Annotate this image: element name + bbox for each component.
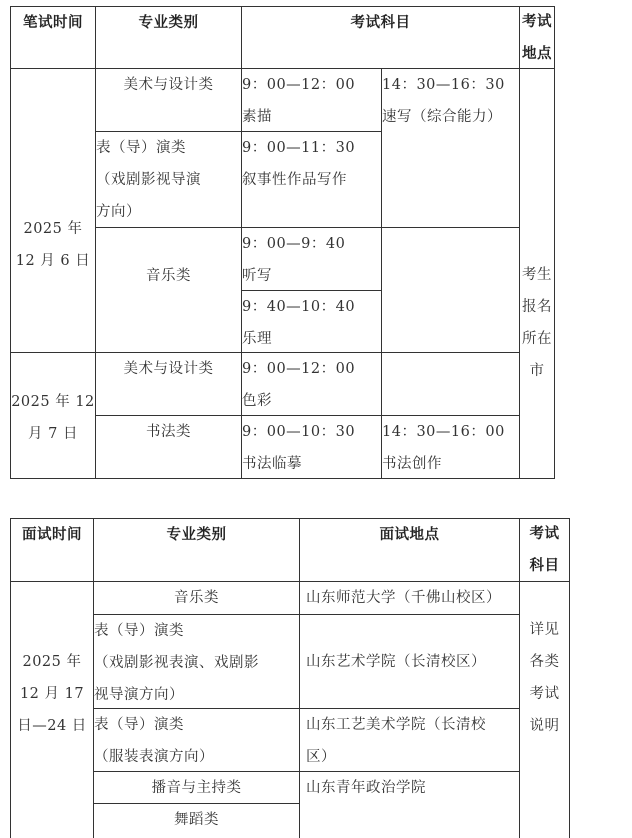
location-sdada xyxy=(300,709,519,771)
location-label: 山东艺术学院（长清校区） xyxy=(306,653,486,670)
major-label: 表（导）演类 xyxy=(96,140,186,156)
subject-name: 听写 xyxy=(242,268,272,284)
date-line: 2025 年 xyxy=(23,221,83,237)
subject-time: 9：00—9：40 xyxy=(242,236,346,252)
subject-line: 各类 xyxy=(529,654,560,670)
header-label: 面试时间 xyxy=(22,526,82,543)
major-label: 美术与设计类 xyxy=(123,77,214,93)
header-label: 地点 xyxy=(522,44,552,62)
date-line: 2025 年 12 xyxy=(11,394,95,410)
location-label: 区） xyxy=(306,749,336,765)
subject-time: 9：00—12：00 xyxy=(242,77,356,93)
major-label: 美术与设计类 xyxy=(123,361,214,377)
location-line: 市 xyxy=(529,363,545,379)
header-label: 笔试时间 xyxy=(23,14,83,31)
header-label: 考试 xyxy=(529,525,560,542)
major-calligraphy xyxy=(96,416,241,478)
major-label: （戏剧影视导演 xyxy=(96,172,201,188)
subject-name: 速写（综合能力） xyxy=(382,109,502,125)
header-label: 面试地点 xyxy=(379,526,440,543)
major-label: （服装表演方向） xyxy=(94,749,214,765)
location-line: 所在 xyxy=(522,331,552,347)
table-border xyxy=(554,6,555,479)
date-line: 2025 年 xyxy=(22,654,82,670)
major-music xyxy=(96,228,241,324)
date-line: 12 月 6 日 xyxy=(15,253,91,269)
subject-quick-sketch xyxy=(382,69,519,131)
location-sdyu xyxy=(300,772,519,838)
major-label: 音乐类 xyxy=(174,590,219,606)
table-border xyxy=(569,518,570,838)
subject-narrative xyxy=(242,132,381,227)
header-label: 专业类别 xyxy=(166,526,227,543)
location-line: 考生 xyxy=(522,267,552,283)
major-label: 播音与主持类 xyxy=(151,779,242,796)
subject-line: 考试 xyxy=(529,686,560,702)
date-line: 12 月 17 xyxy=(19,686,85,702)
subject-name: 书法临摹 xyxy=(242,456,302,472)
date-dec-6 xyxy=(11,213,95,277)
major-music xyxy=(94,582,299,614)
major-label: 书法类 xyxy=(146,424,191,440)
subject-time: 9：00—12：00 xyxy=(242,361,356,377)
header-location xyxy=(520,7,554,68)
major-dance xyxy=(94,804,299,838)
table-border xyxy=(519,6,520,479)
location-label: 山东青年政治学院 xyxy=(306,780,426,796)
subject-name: 素描 xyxy=(242,109,272,125)
header-subjects xyxy=(242,7,519,68)
subject-calligraphy-creation xyxy=(382,416,519,478)
subject-dictation xyxy=(242,228,381,290)
major-label: 视导演方向） xyxy=(94,687,184,703)
subject-line: 说明 xyxy=(529,718,560,734)
subject-time: 14：30—16：30 xyxy=(382,77,505,93)
subject-name: 色彩 xyxy=(242,393,272,409)
subject-time: 9：00—11：30 xyxy=(242,140,356,156)
interview-date xyxy=(11,646,93,742)
major-art-design xyxy=(96,69,241,131)
header-interview-location xyxy=(300,519,519,581)
major-label: 表（导）演类 xyxy=(94,717,184,733)
major-acting-directing xyxy=(94,615,299,708)
location-label: 山东工艺美术学院（长清校 xyxy=(306,717,486,733)
header-label: 考试 xyxy=(522,12,552,30)
header-label: 专业类别 xyxy=(138,14,199,31)
header-major xyxy=(94,519,299,581)
subject-time: 9：40—10：40 xyxy=(242,299,356,315)
major-label: 舞蹈类 xyxy=(174,812,219,828)
subject-line: 详见 xyxy=(529,622,560,638)
subject-sketch xyxy=(242,69,381,131)
exam-location xyxy=(520,259,554,387)
header-subject xyxy=(520,519,569,581)
date-line: 日—24 日 xyxy=(17,718,87,734)
location-sda xyxy=(300,615,519,708)
major-directing xyxy=(96,132,241,227)
header-written-time xyxy=(11,7,95,68)
major-broadcasting xyxy=(94,772,299,803)
header-major xyxy=(96,7,241,68)
interview-subject-note xyxy=(520,614,569,742)
header-label: 科目 xyxy=(529,557,560,574)
major-label: 音乐类 xyxy=(146,268,191,284)
location-line: 报名 xyxy=(522,299,552,315)
major-label: 表（导）演类 xyxy=(94,623,184,639)
major-fashion-performance xyxy=(94,709,299,771)
location-sdnu xyxy=(300,582,519,614)
location-label: 山东师范大学（千佛山校区） xyxy=(306,590,501,606)
major-label: 方向） xyxy=(96,204,141,220)
subject-time: 14：30—16：00 xyxy=(382,424,505,440)
major-label: （戏剧影视表演、戏剧影 xyxy=(94,655,259,671)
subject-calligraphy-copy xyxy=(242,416,381,478)
subject-time: 9：00—10：30 xyxy=(242,424,356,440)
header-label: 考试科目 xyxy=(350,14,411,31)
subject-name: 乐理 xyxy=(242,331,272,347)
subject-theory xyxy=(242,291,381,352)
subject-name: 叙事性作品写作 xyxy=(242,172,347,188)
subject-name: 书法创作 xyxy=(382,456,442,472)
date-dec-7 xyxy=(11,386,95,450)
major-art-design xyxy=(96,353,241,415)
date-line: 月 7 日 xyxy=(28,426,78,442)
header-interview-time xyxy=(11,519,93,581)
subject-color xyxy=(242,353,381,415)
